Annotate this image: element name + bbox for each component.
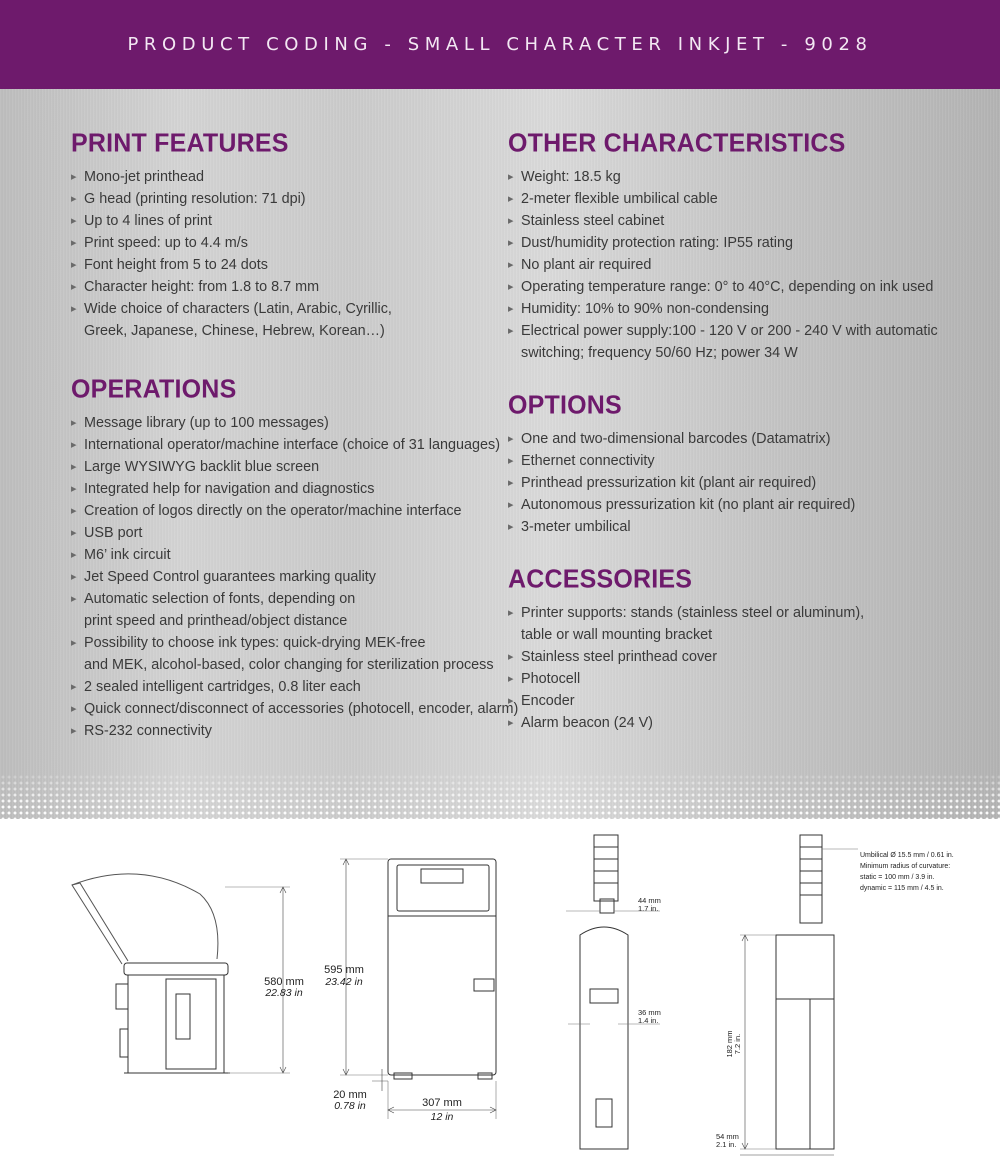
- list-item: [71, 632, 494, 676]
- list-item: [71, 254, 491, 276]
- list-item: [508, 298, 978, 320]
- other-characteristics-list: [508, 166, 978, 364]
- left-column: [71, 128, 519, 742]
- list-item-text: switching; frequency 50/60 Hz; power 34 W: [521, 345, 798, 361]
- list-item: [508, 232, 978, 254]
- section-title-other-characteristics: OTHER CHARACTERISTICS: [508, 128, 846, 158]
- head-width-mm: 44 mm: [638, 896, 661, 905]
- list-item: [71, 210, 491, 232]
- list-item-text: ▸ 2-meter flexible umbilical cable: [521, 191, 718, 207]
- list-item: [71, 434, 500, 456]
- spec-panel: [0, 89, 1000, 819]
- list-item: [508, 668, 978, 690]
- printhead-front-drawing: [566, 835, 660, 1149]
- umbilical-note-line-4: dynamic = 115 mm / 4.5 in.: [860, 885, 944, 892]
- front-height-in: 23.42 in: [325, 976, 363, 988]
- cabinet-width-mm: 307 mm: [422, 1097, 462, 1109]
- dimension-drawings-svg: [0, 819, 1000, 1165]
- list-item: [71, 544, 491, 566]
- list-item-text: table or wall mounting bracket: [521, 627, 713, 643]
- list-item-text: and MEK, alcohol-based, color changing for sterilization process: [84, 657, 494, 673]
- right-column: [508, 129, 978, 734]
- list-item-text: ▸ Quick connect/disconnect of accessories (photocell, encoder, alarm): [84, 701, 519, 717]
- umbilical-note-line-3: static = 100 mm / 3.9 in.: [860, 874, 935, 881]
- list-item-text: ▸ M6’ ink circuit: [84, 547, 171, 563]
- list-item-text: ▸ Automatic selection of fonts, depending on: [84, 591, 356, 607]
- header-banner: [0, 0, 1000, 89]
- list-item-text: ▸ Stainless steel cabinet: [521, 213, 665, 229]
- list-item-text: ▸ Printer supports: stands (stainless steel or aluminum),: [521, 605, 865, 621]
- head-length-in: 7.2 in.: [733, 1033, 742, 1055]
- head-body-in: 1.4 in.: [638, 1016, 659, 1025]
- operations-list: [71, 412, 519, 742]
- list-item-text: ▸ 2 sealed intelligent cartridges, 0.8 liter each: [84, 679, 361, 695]
- list-item: [71, 232, 491, 254]
- list-item: [508, 188, 978, 210]
- options-list: [508, 428, 978, 538]
- foot-height-in: 0.78 in: [334, 1100, 366, 1112]
- list-item-text: ▸ Print speed: up to 4.4 m/s: [84, 235, 248, 251]
- list-item-text: ▸ Jet Speed Control guarantees marking quality: [84, 569, 376, 585]
- list-item-text: ▸ No plant air required: [521, 257, 652, 273]
- list-item-text: ▸ Creation of logos directly on the operator/machine interface: [84, 503, 462, 519]
- section-title-print-features: PRINT FEATURES: [71, 128, 289, 158]
- list-item: [71, 188, 491, 210]
- list-item-text: ▸ Operating temperature range: 0° to 40°C, depending on ink used: [521, 279, 934, 295]
- list-item: [71, 698, 519, 720]
- list-item-text: ▸ Humidity: 10% to 90% non-condensing: [521, 301, 769, 317]
- list-item-text: ▸ RS-232 connectivity: [84, 723, 212, 739]
- list-item-text: ▸ Font height from 5 to 24 dots: [84, 257, 268, 273]
- list-item-text: print speed and printhead/object distance: [84, 613, 348, 629]
- list-item: [71, 298, 491, 342]
- section-accessories: [508, 565, 978, 734]
- umbilical-note-line-1: Umbilical Ø 15.5 mm / 0.61 in.: [860, 852, 954, 859]
- list-item: [508, 276, 978, 298]
- list-item: [508, 646, 978, 668]
- dot-pattern-strip: [0, 774, 1000, 819]
- list-item-text: ▸ Character height: from 1.8 to 8.7 mm: [84, 279, 320, 295]
- list-item: [71, 720, 491, 742]
- list-item: [71, 456, 491, 478]
- list-item-text: ▸ Encoder: [521, 693, 575, 709]
- list-item: [508, 320, 978, 364]
- print-features-list: [71, 166, 491, 342]
- head-body-mm: 36 mm: [638, 1008, 661, 1017]
- list-item-text: ▸ Autonomous pressurization kit (no plant air required): [521, 497, 856, 513]
- head-depth-mm: 54 mm: [716, 1132, 739, 1141]
- list-item-text: ▸ Dust/humidity protection rating: IP55 rating: [521, 235, 793, 251]
- section-title-operations: OPERATIONS: [71, 374, 237, 404]
- list-item-text: ▸ Stainless steel printhead cover: [521, 649, 717, 665]
- list-item-text: ▸ 3-meter umbilical: [521, 519, 631, 535]
- list-item-text: ▸ Alarm beacon (24 V): [521, 715, 653, 731]
- list-item: [508, 712, 978, 734]
- head-depth-in: 2.1 in.: [716, 1140, 737, 1149]
- list-item: [71, 588, 491, 632]
- list-item-text: Greek, Japanese, Chinese, Hebrew, Korean…): [84, 323, 385, 339]
- list-item: [508, 166, 978, 188]
- head-width-in: 1.7 in.: [638, 904, 659, 913]
- head-length-mm: 182 mm: [725, 1030, 734, 1058]
- list-item-text: ▸ Electrical power supply:100 - 120 V or 200 - 240 V with automatic: [521, 323, 938, 339]
- list-item: [71, 522, 491, 544]
- front-view-drawing: [340, 859, 496, 1119]
- section-options: [508, 391, 978, 538]
- list-item-text: ▸ USB port: [84, 525, 143, 541]
- list-item-text: ▸ Integrated help for navigation and diagnostics: [84, 481, 375, 497]
- list-item: [71, 166, 491, 188]
- section-title-accessories: ACCESSORIES: [508, 564, 693, 594]
- list-item: [508, 428, 978, 450]
- section-print-features: [71, 129, 491, 342]
- accessories-list: [508, 602, 978, 734]
- side-height-mm: 580 mm: [264, 976, 304, 988]
- list-item: [71, 412, 491, 434]
- technical-drawings: [0, 819, 1000, 1165]
- list-item-text: ▸ G head (printing resolution: 71 dpi): [84, 191, 306, 207]
- printhead-side-drawing: [740, 835, 858, 1155]
- section-title-options: OPTIONS: [508, 390, 622, 420]
- front-height-mm: 595 mm: [324, 964, 364, 976]
- list-item: [508, 690, 978, 712]
- list-item: [508, 602, 978, 646]
- list-item-text: ▸ International operator/machine interface (choice of 31 languages): [84, 437, 500, 453]
- list-item: [508, 472, 978, 494]
- list-item: [508, 254, 978, 276]
- list-item: [508, 494, 978, 516]
- section-operations: [71, 374, 519, 742]
- side-view-drawing: [72, 874, 290, 1073]
- list-item-text: ▸ Up to 4 lines of print: [84, 213, 212, 229]
- list-item-text: ▸ Ethernet connectivity: [521, 453, 655, 469]
- list-item-text: ▸ One and two-dimensional barcodes (Datamatrix): [521, 431, 831, 447]
- list-item: [71, 478, 491, 500]
- list-item: [71, 500, 491, 522]
- list-item: [508, 450, 978, 472]
- page-title: PRODUCT CODING - SMALL CHARACTER INKJET - 9028: [127, 34, 873, 55]
- list-item: [508, 210, 978, 232]
- list-item: [508, 516, 978, 538]
- side-height-in: 22.83 in: [265, 987, 303, 999]
- foot-height-mm: 20 mm: [333, 1089, 367, 1101]
- list-item-text: ▸ Mono-jet printhead: [84, 169, 204, 185]
- list-item-text: ▸ Photocell: [521, 671, 581, 687]
- list-item: [71, 676, 491, 698]
- umbilical-note-line-2: Minimum radius of curvature:: [860, 863, 951, 870]
- list-item: [71, 566, 491, 588]
- list-item-text: ▸ Printhead pressurization kit (plant air required): [521, 475, 817, 491]
- section-other-characteristics: [508, 129, 978, 364]
- list-item: [71, 276, 491, 298]
- list-item-text: ▸ Large WYSIWYG backlit blue screen: [84, 459, 320, 475]
- list-item-text: ▸ Possibility to choose ink types: quick-drying MEK-free: [84, 635, 426, 651]
- list-item-text: ▸ Weight: 18.5 kg: [521, 169, 621, 185]
- list-item-text: ▸ Message library (up to 100 messages): [84, 415, 329, 431]
- list-item-text: ▸ Wide choice of characters (Latin, Arabic, Cyrillic,: [84, 301, 392, 317]
- cabinet-width-in: 12 in: [430, 1111, 454, 1123]
